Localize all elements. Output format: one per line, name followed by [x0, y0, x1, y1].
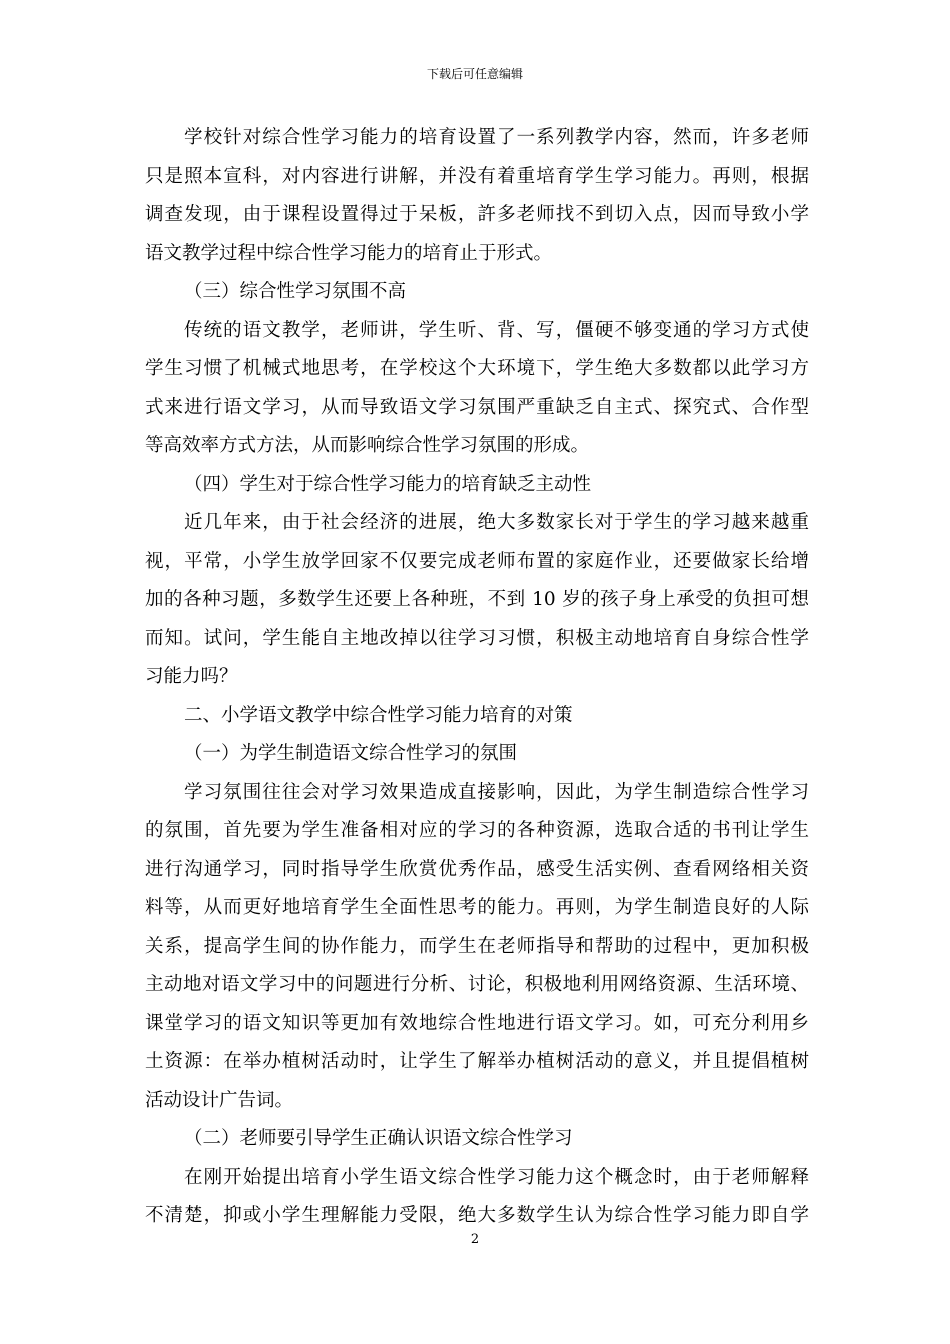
section-heading: （二）老师要引导学生正确认识语文综合性学习 [184, 1128, 573, 1149]
paragraph-line: 等高效率方式方法，从而影响综合性学习氛围的形成。 [145, 435, 590, 456]
page-number: 2 [470, 1232, 480, 1247]
paragraph-line: 而知。试问，学生能自主地改掉以往学习习惯，积极主动地培育自身综合性学 [145, 627, 809, 649]
paragraph-line: 课堂学习的语文知识等更加有效地综合性地进行语文学习。如，可充分利用乡 [145, 1012, 809, 1034]
paragraph-line: 式来进行语文学习，从而导致语文学习氛围严重缺乏自主式、探究式、合作型 [145, 396, 809, 418]
paragraph-line: 视，平常，小学生放学回家不仅要完成老师布置的家庭作业，还要做家长给增 [145, 550, 809, 572]
paragraph-line: 在刚开始提出培育小学生语文综合性学习能力这个概念时，由于老师解释 [184, 1166, 809, 1188]
paragraph-line: 加的各种习题，多数学生还要上各种班，不到 10 岁的孩子身上承受的负担可想 [145, 589, 809, 610]
paragraph-line: 传统的语文教学，老师讲，学生听、背、写，僵硬不够变通的学习方式使 [184, 319, 809, 341]
section-heading: （一）为学生制造语文综合性学习的氛围 [184, 743, 518, 764]
paragraph-line: 的氛围，首先要为学生准备相对应的学习的各种资源，选取合适的书刊让学生 [145, 820, 809, 841]
paragraph-line: 只是照本宣科，对内容进行讲解，并没有着重培育学生学习能力。再则，根据 [145, 165, 809, 187]
paragraph-line: 学习氛围往往会对学习效果造成直接影响，因此，为学生制造综合性学习 [184, 781, 809, 803]
paragraph-line: 习能力吗？ [145, 666, 238, 687]
paragraph-line: 语文教学过程中综合性学习能力的培育止于形式。 [145, 242, 553, 264]
paragraph-line: 不清楚，抑或小学生理解能力受限，绝大多数学生认为综合性学习能力即自学 [145, 1205, 809, 1226]
paragraph-line: 料等，从而更好地培育学生全面性思考的能力。再则，为学生制造良好的人际 [145, 897, 809, 918]
paragraph-line: 进行沟通学习，同时指导学生欣赏优秀作品，感受生活实例、查看网络相关资 [145, 858, 809, 880]
chapter-heading: 二、小学语文教学中综合性学习能力培育的对策 [184, 704, 573, 726]
paragraph-line: 土资源：在举办植树活动时，让学生了解举办植树活动的意义，并且提倡植树 [145, 1051, 809, 1072]
section-heading: （三）综合性学习氛围不高 [184, 281, 407, 302]
paragraph-line: 活动设计广告词。 [145, 1089, 294, 1111]
paragraph-line: 主动地对语文学习中的问题进行分析、讨论，积极地利用网络资源、生活环境、 [145, 974, 809, 995]
paragraph-line: 关系，提高学生间的协作能力，而学生在老师指导和帮助的过程中，更加积极 [145, 935, 809, 957]
page-header: 下载后可任意编辑 [426, 67, 523, 81]
section-heading: （四）学生对于综合性学习能力的培育缺乏主动性 [184, 473, 592, 495]
paragraph-line: 学生习惯了机械式地思考，在学校这个大环境下，学生绝大多数都以此学习方 [145, 358, 809, 379]
paragraph-line: 学校针对综合性学习能力的培育设置了一系列教学内容，然而，许多老师 [184, 127, 809, 148]
paragraph-line: 近几年来，由于社会经济的进展，绝大多数家长对于学生的学习越来越重 [184, 512, 809, 533]
paragraph-line: 调查发现，由于课程设置得过于呆板，許多老师找不到切入点，因而导致小学 [145, 204, 809, 225]
document-body [145, 124, 809, 1241]
